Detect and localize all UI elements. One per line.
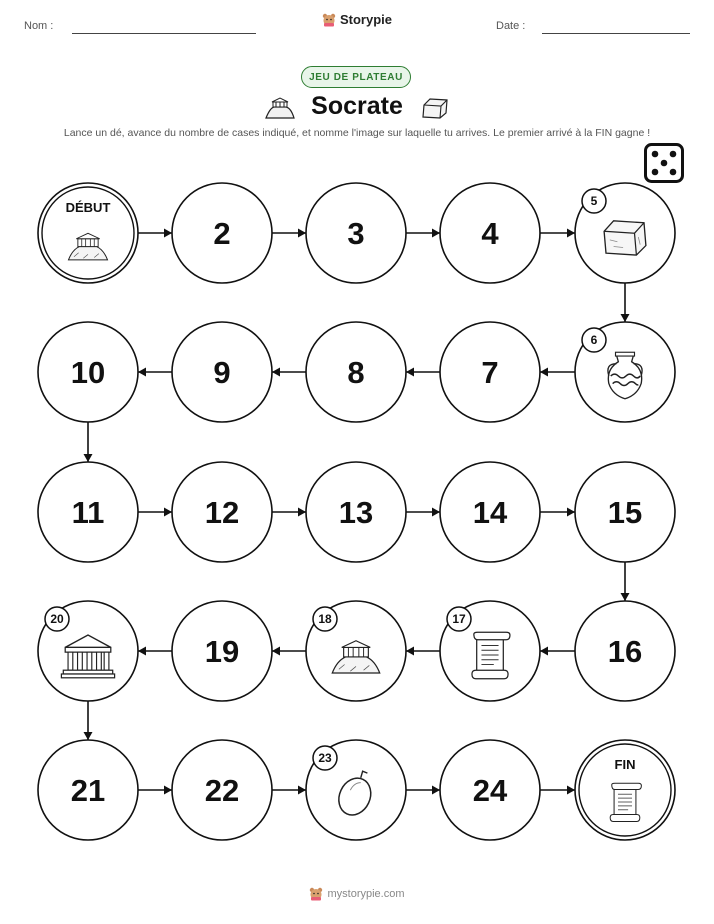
cell-number-badge (582, 328, 606, 352)
cell-number: 2 (213, 216, 231, 251)
cell-number: 14 (472, 495, 508, 530)
cell-number: 3 (347, 216, 365, 251)
path-arrow (406, 647, 440, 656)
cell-number-badge (582, 189, 606, 213)
board-cell (440, 183, 540, 283)
cell-number-badge (447, 607, 471, 631)
cell-number: 16 (607, 634, 643, 669)
board-cell (172, 601, 272, 701)
board-cell (306, 322, 406, 422)
board-cell (575, 601, 675, 701)
start-label: DÉBUT (65, 200, 111, 215)
path-arrow (621, 283, 630, 322)
path-arrow (272, 368, 306, 377)
board-cell (575, 322, 675, 422)
path-arrow (138, 229, 172, 238)
board-cell (440, 462, 540, 562)
path-arrow (272, 229, 306, 238)
path-arrow (272, 647, 306, 656)
cell-number-badge (313, 607, 337, 631)
finish-label: FIN (614, 757, 636, 772)
cell-number: 23 (318, 751, 332, 765)
cell-number: 19 (204, 634, 240, 669)
footer (0, 887, 714, 904)
cell-number: 21 (70, 773, 106, 808)
board-cell (172, 740, 272, 840)
path-arrow (406, 508, 440, 517)
board-cell (172, 462, 272, 562)
cell-number: 24 (472, 773, 508, 808)
board-cell (575, 462, 675, 562)
path-arrow (138, 368, 172, 377)
cell-number: 15 (607, 495, 643, 530)
cell-number: 10 (70, 355, 106, 390)
storypie-bear-icon (309, 887, 323, 901)
cell-number: 8 (347, 355, 365, 390)
path-arrow (272, 786, 306, 795)
path-arrow (138, 786, 172, 795)
path-arrow (406, 229, 440, 238)
path-arrow (540, 508, 575, 517)
board-cell (38, 740, 138, 840)
board-cell (172, 183, 272, 283)
cell-number-badge (313, 746, 337, 770)
path-arrow (406, 786, 440, 795)
page-title: Socrate (311, 92, 403, 120)
cell-number: 11 (71, 495, 105, 530)
instructions-text: Lance un dé, avance du nombre de cases indiqué, et nomme l'image sur laquelle tu arrives. Le premier arrivé à la FIN gagne ! (63, 127, 651, 139)
board-cell (306, 740, 406, 840)
path-arrow (138, 647, 172, 656)
brand-name: Storypie (339, 12, 392, 27)
path-arrow (540, 786, 575, 795)
footer-url[interactable]: mystorypie.com (327, 888, 405, 900)
cell-number: 7 (481, 355, 499, 390)
cell-number: 18 (318, 612, 332, 626)
cell-number: 22 (204, 773, 240, 808)
board-cell (306, 462, 406, 562)
cell-number: 9 (213, 355, 231, 390)
board-cell (306, 183, 406, 283)
path-arrow (138, 508, 172, 517)
finish-cell (575, 740, 675, 840)
board-cell (440, 740, 540, 840)
name-label: Nom : (24, 20, 54, 32)
board-cell (172, 322, 272, 422)
cell-number: 6 (590, 333, 598, 347)
date-label: Date : (496, 20, 526, 32)
board-cell (440, 601, 540, 701)
cell-number: 17 (452, 612, 466, 626)
board-cell (306, 601, 406, 701)
start-cell (38, 183, 138, 283)
board-cell (575, 183, 675, 283)
cell-number: 20 (50, 612, 64, 626)
path-arrow (272, 508, 306, 517)
board-cell (440, 322, 540, 422)
path-arrow (540, 229, 575, 238)
path-arrow (406, 368, 440, 377)
cell-number: 13 (338, 495, 374, 530)
board-cell (38, 601, 138, 701)
path-arrow (84, 422, 93, 462)
cell-number: 12 (204, 495, 240, 530)
board-cell (38, 462, 138, 562)
path-arrow (84, 701, 93, 740)
stone-block-icon (604, 221, 646, 255)
path-arrow (621, 562, 630, 601)
path-arrow (540, 647, 575, 656)
path-arrow (540, 368, 575, 377)
cell-number: 4 (481, 216, 499, 251)
cell-number: 5 (590, 194, 598, 208)
game-type-badge: JEU DE PLATEAU (301, 66, 411, 88)
cell-number-badge (45, 607, 69, 631)
board-cell (38, 322, 138, 422)
